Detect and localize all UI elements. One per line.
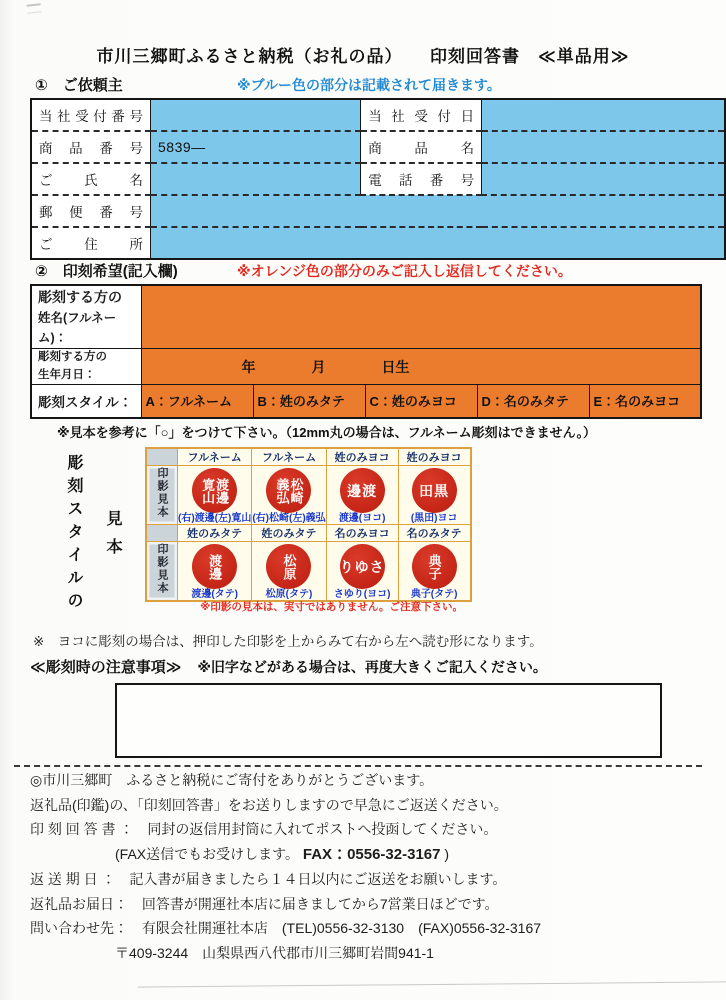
sample-seal-row [146, 542, 471, 602]
footer-reply-label: 印 刻 回 答 書 ： [30, 821, 134, 837]
footer-info [30, 771, 700, 968]
stamp-column-label: 印影見本 [156, 542, 168, 595]
sample-corner-cell [146, 525, 178, 542]
seal-sample-cell [326, 466, 398, 525]
footer-delivery-label: 返礼品お届日： [30, 895, 128, 912]
product-number-value: 5839― [158, 139, 206, 155]
customer-name-field [151, 163, 361, 195]
sample-header-row [146, 525, 471, 542]
remarks-box [115, 683, 662, 758]
caution-row [30, 656, 547, 677]
footer-contact-line [30, 919, 700, 937]
seal-glyphs: 渡邊 [214, 477, 230, 504]
customer-name-label: ご氏名 [39, 173, 143, 188]
footer-delivery-line [30, 895, 700, 913]
seal-sample-cell [326, 542, 398, 602]
sample-corner-cell [146, 448, 178, 466]
seal-sample-table [145, 447, 472, 602]
seal-sample-cell [398, 542, 471, 602]
address-label: ご住所 [39, 237, 143, 252]
seal-sample-cell [178, 542, 252, 602]
sample-header: 姓のみヨコ [398, 448, 471, 466]
seal-glyphs: 寛山 [200, 477, 216, 504]
footer-fax-number: FAX：0556-32-3167 [302, 845, 441, 863]
seal-glyphs: りゆさ [339, 558, 385, 575]
style-option-a: A：フルネーム [141, 384, 253, 418]
yoko-reading-note: ※ ヨコに彫刻の場合は、押印した印影を上からみて右から左へ読む形になります。 [33, 634, 543, 649]
footer-address: 〒409-3244 山梨県西八代郡市川三郷町岩間941-1 [115, 944, 434, 961]
seal-caption: 渡邊(ヨコ) [338, 513, 386, 524]
table-row [31, 195, 725, 227]
postal-code-field [151, 195, 726, 227]
engrave-name-label-line2: 姓名(フルネーム)： [38, 311, 117, 346]
seal-stamp [192, 468, 237, 513]
postal-code-label: 郵便番号 [39, 205, 143, 220]
postal-code-label-cell [31, 195, 151, 227]
sample-header: 名のみヨコ [326, 525, 398, 542]
seal-sample-cell [398, 466, 471, 525]
reception-number-label: 当社受付番号 [39, 109, 143, 124]
style-option-c: C：姓のみヨコ [365, 384, 477, 418]
engraving-table [30, 284, 702, 419]
table-row [31, 285, 701, 349]
sample-header: 姓のみタテ [252, 525, 326, 542]
seal-glyphs: 松原 [281, 553, 297, 580]
reception-number-field [151, 99, 361, 131]
product-name-label: 商品名 [368, 141, 475, 156]
sample-header-row [146, 448, 471, 466]
caution-note: ※旧字などがある場合は、再度大きくご記入ください。 [197, 659, 547, 675]
sample-seal-row [146, 466, 471, 525]
circle-instruction-note: ※見本を参考に「○」をつけて下さい。（12mm丸の場合は、フルネーム彫刻はできません。） [57, 425, 596, 440]
footer-reply-text: 同封の返信用封筒に入れてポストへ投函してください。 [147, 821, 498, 837]
seal-sample-cell [178, 466, 252, 525]
seal-stamp [340, 468, 385, 513]
sample-header: 姓のみタテ [178, 525, 252, 542]
seal-caption: (右)松崎(左)義弘 [252, 513, 326, 524]
phone-label: 電話番号 [368, 173, 475, 188]
footer-deadline-line [30, 870, 700, 888]
sample-header: フルネーム [178, 448, 252, 466]
requester-table [30, 98, 726, 260]
stamp-column-label: 印影見本 [156, 466, 168, 519]
seal-stamp [412, 544, 457, 589]
address-label-cell [31, 227, 151, 259]
footer-delivery-text: 回答書が開運社本店に届きましてから7営業日ほどです。 [141, 895, 499, 912]
table-row [31, 349, 701, 385]
product-number-label: 商品番号 [39, 141, 143, 156]
seal-stamp [266, 468, 311, 513]
table-row [31, 99, 725, 131]
birthdate-label-line1: 彫刻する方の [38, 351, 107, 364]
seal-caption: 松原(タテ) [265, 589, 313, 600]
style-option-e: E：名のみヨコ [589, 384, 701, 418]
birthdate-label-line2: 生年月日： [38, 368, 96, 381]
footer-deadline-label: 返 送 期 日 ： [30, 871, 116, 887]
section2-heading [35, 260, 178, 281]
section2-red-note: ※オレンジ色の部分のみご記入し返信してください。 [237, 263, 572, 279]
seal-glyphs: 邊渡 [347, 482, 378, 499]
seal-stamp [266, 544, 311, 589]
reception-date-label-cell [361, 99, 482, 131]
style-label-cell: 彫刻スタイル： [31, 384, 141, 418]
footer-deadline-text: 記入書が届きましたら１４日以内にご返送をお願いします。 [129, 871, 507, 887]
sample-disclaimer: ※印影の見本は、実寸ではありません。ご注意下さい。 [200, 601, 463, 613]
page-title: 市川三郷町ふるさと納税（お礼の品） 印刻回答書 ≪単品用≫ [96, 47, 630, 66]
phone-label-cell [361, 163, 482, 195]
seal-sample-cell [252, 466, 326, 525]
sample-side-label-main: 彫刻スタイルの [65, 454, 82, 615]
seal-glyphs: 松崎 [288, 477, 304, 504]
seal-caption: さゆり(ヨコ) [333, 589, 391, 600]
stamp-column-label-cell [146, 466, 178, 525]
customer-name-label-cell [31, 163, 151, 195]
seal-sample-cell [252, 542, 326, 602]
sample-header: 姓のみヨコ [326, 448, 398, 466]
section1-heading [35, 74, 123, 95]
table-row [31, 163, 725, 195]
stamp-column-label-cell [146, 542, 178, 602]
birthdate-placeholder: 年 月 日生 [241, 358, 410, 375]
style-option-d: D：名のみタテ [477, 384, 589, 418]
section1-blue-note: ※ブルー色の部分は記載されて届きます。 [237, 77, 501, 93]
caution-heading: ≪彫刻時の注意事項≫ [30, 659, 182, 676]
table-row [31, 227, 725, 259]
footer-thanks: ◎市川三郷町 ふるさと納税にご寄付をありがとうございます。 [30, 772, 434, 788]
footer-fax-post: ) [444, 845, 450, 862]
seal-glyphs: 田黒 [419, 482, 450, 499]
seal-glyphs: 典子 [426, 553, 442, 580]
engrave-name-label-cell [31, 285, 141, 349]
footer-fax-line [30, 845, 700, 864]
seal-glyphs: 義弘 [274, 477, 290, 504]
engrave-name-label-line1: 彫刻する方の [38, 289, 122, 305]
scan-line-artifact [138, 981, 726, 987]
seal-stamp [412, 468, 457, 513]
product-number-label-cell [31, 131, 151, 163]
seal-caption: (右)渡邊(左)寛山 [178, 513, 252, 524]
reception-number-label-cell [31, 99, 151, 131]
footer-contact-text: 有限会社開運社本店 (TEL)0556-32-3130 (FAX)0556-32-3167 [141, 920, 542, 936]
footer-reply-line [30, 820, 700, 838]
scan-artifact [27, 3, 42, 13]
sample-side-label-sub: 見本 [104, 510, 121, 566]
footer-send-note: 返礼品(印鑑)の、「印刻回答書」をお送りしますので早急にご返送ください。 [30, 796, 508, 813]
sample-header: フルネーム [252, 448, 326, 466]
dashed-divider [14, 765, 702, 767]
product-number-field [151, 131, 361, 163]
product-name-field [482, 131, 725, 163]
sample-header: 名のみタテ [398, 525, 471, 542]
footer-contact-label: 問い合わせ先： [30, 920, 128, 936]
seal-stamp [192, 544, 237, 589]
reception-date-label: 当社受付日 [368, 109, 475, 124]
seal-caption: 渡邊(タテ) [191, 589, 238, 600]
engrave-name-field [141, 285, 701, 349]
phone-field [482, 163, 725, 195]
birthdate-field [141, 349, 701, 385]
seal-caption: (黒田)ヨコ [410, 513, 458, 524]
seal-caption: 典子(タテ) [410, 589, 458, 600]
section1-heading-label: ① ご依頼主 [35, 77, 123, 94]
style-option-b: B：姓のみタテ [253, 384, 365, 418]
product-name-label-cell [361, 131, 482, 163]
seal-glyphs: 渡邊 [207, 553, 223, 580]
table-row [31, 131, 725, 163]
section2-heading-label: ② 印刻希望(記入欄) [35, 263, 178, 280]
address-field [151, 227, 726, 259]
reception-date-field [482, 99, 725, 131]
footer-fax-pre: (FAX送信でもお受けします。 [115, 845, 299, 862]
birthdate-label-cell [31, 349, 141, 385]
seal-stamp [340, 544, 385, 589]
table-row [31, 384, 701, 418]
